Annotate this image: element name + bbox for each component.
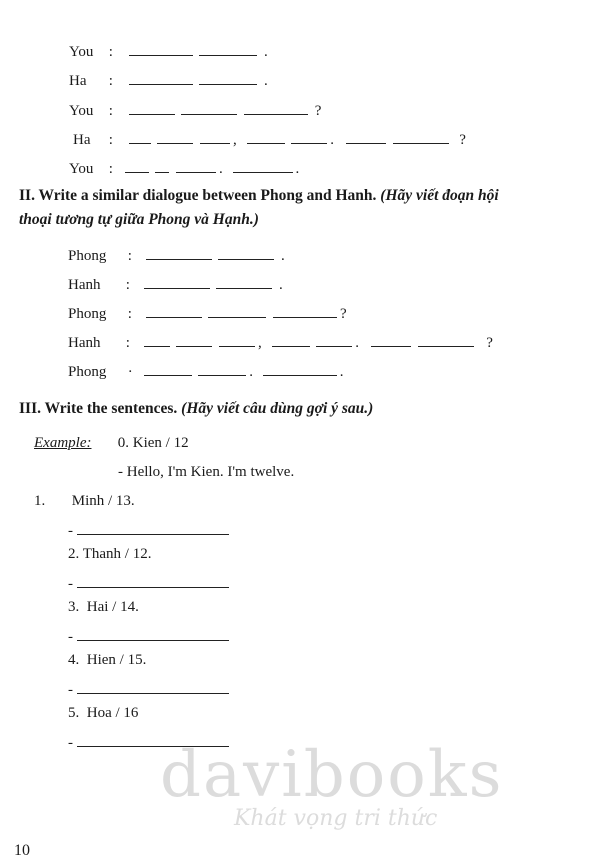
end-punctuation: . [281, 248, 285, 264]
answer-blank[interactable] [218, 245, 274, 260]
dialogue2-line-2 [68, 274, 283, 294]
section-2-instruction-continued: thoại tương tự giữa Phong và Hạnh.) [19, 211, 259, 228]
page-number: 10 [14, 842, 30, 859]
mid-punctuation: . [355, 335, 359, 351]
answer-blank[interactable] [208, 303, 266, 318]
answer-blank[interactable] [263, 361, 337, 376]
answer-blank[interactable] [129, 41, 193, 56]
answer-blank[interactable] [144, 274, 210, 289]
watermark-tagline: Khát vọng tri thức [234, 806, 438, 831]
answer-line[interactable] [77, 679, 229, 694]
exercise-2-answer [68, 573, 229, 593]
answer-blank[interactable] [346, 129, 386, 144]
answer-blank[interactable] [233, 158, 293, 173]
section-2-instruction: (Hãy viết đoạn hội [380, 187, 499, 204]
answer-blank[interactable] [393, 129, 449, 144]
colon: : [127, 248, 132, 264]
speaker-label: You [69, 44, 94, 60]
section-2-title: II. Write a similar dialogue between Phong and Hanh. [19, 187, 377, 204]
answer-dash: - [68, 682, 73, 698]
dialogue2-line-1 [68, 245, 285, 265]
answer-blank[interactable] [146, 303, 202, 318]
dialogue2-line-4 [68, 332, 493, 352]
answer-blank[interactable] [125, 158, 149, 173]
colon: : [108, 103, 113, 119]
exercise-5-prompt: 5. Hoa / 16 [68, 705, 139, 721]
example-label: Example: [34, 435, 92, 451]
mid-punctuation: , [258, 335, 262, 351]
answer-blank[interactable] [129, 100, 175, 115]
section-2-heading-continued [19, 211, 259, 229]
speaker-label: Hanh [68, 335, 101, 351]
answer-blank[interactable] [129, 70, 193, 85]
colon: : [108, 161, 113, 177]
dialogue2-line-3 [68, 303, 347, 323]
speaker-label: You [69, 103, 94, 119]
answer-line[interactable] [77, 573, 229, 588]
end-punctuation: . [264, 44, 268, 60]
exercise-4-prompt: 4. Hien / 15. [68, 652, 147, 668]
answer-blank[interactable] [129, 129, 151, 144]
answer-line[interactable] [77, 520, 229, 535]
dialogue1-line-2 [69, 70, 268, 90]
end-punctuation: ? [486, 335, 493, 351]
exercise-2-prompt: 2. Thanh / 12. [68, 546, 152, 562]
speaker-label: You [69, 161, 94, 177]
answer-dash: - [68, 576, 73, 592]
end-punctuation: ? [314, 103, 322, 119]
mid-punctuation: . [219, 161, 223, 177]
answer-dash: - [68, 629, 73, 645]
answer-blank[interactable] [198, 361, 246, 376]
end-punctuation: . [264, 73, 268, 89]
exercise-3-answer [68, 626, 229, 646]
colon: : [108, 44, 113, 60]
end-punctuation: ? [340, 306, 347, 322]
answer-blank[interactable] [316, 332, 352, 347]
end-punctuation: . [295, 161, 300, 177]
answer-blank[interactable] [144, 332, 170, 347]
answer-blank[interactable] [272, 332, 310, 347]
speaker-label: Phong [68, 364, 107, 380]
end-punctuation: ? [459, 132, 466, 148]
exercise-4-answer [68, 679, 229, 699]
section-3-heading [19, 400, 373, 418]
answer-blank[interactable] [418, 332, 474, 347]
answer-blank[interactable] [273, 303, 337, 318]
speaker-label: Ha [73, 132, 91, 148]
answer-dash: - [68, 735, 73, 751]
example-prompt: 0. Kien / 12 [117, 435, 189, 451]
answer-blank[interactable] [199, 41, 257, 56]
dialogue1-line-4 [73, 129, 466, 149]
colon: : [108, 73, 113, 89]
answer-blank[interactable] [176, 332, 212, 347]
exercise-3-prompt: 3. Hai / 14. [68, 599, 139, 615]
answer-blank[interactable] [200, 129, 230, 144]
answer-line[interactable] [77, 626, 229, 641]
answer-blank[interactable] [199, 70, 257, 85]
watermark-logo: davibooks [160, 738, 504, 812]
exercise-number: 1. [34, 493, 46, 509]
dialogue1-line-3 [69, 100, 321, 120]
mid-punctuation: . [249, 364, 253, 380]
exercise-1-answer [68, 520, 229, 540]
answer-blank[interactable] [371, 332, 411, 347]
answer-blank[interactable] [216, 274, 272, 289]
dialogue1-line-5 [69, 158, 299, 178]
example-row [34, 435, 189, 452]
colon: : [125, 335, 130, 351]
exercise-prompt: Minh / 13. [71, 493, 135, 509]
answer-blank[interactable] [144, 361, 192, 376]
colon: : [125, 277, 130, 293]
mid-punctuation: . [330, 132, 334, 148]
dialogue2-line-5 [68, 361, 344, 381]
mid-punctuation: , [233, 132, 237, 148]
speaker-label: Ha [69, 73, 87, 89]
speaker-label: Phong [68, 248, 107, 264]
end-punctuation: . [279, 277, 283, 293]
answer-blank[interactable] [291, 129, 327, 144]
answer-blank[interactable] [157, 129, 193, 144]
exercise-1-prompt [34, 493, 135, 510]
answer-blank[interactable] [146, 245, 212, 260]
colon: · [127, 364, 133, 380]
speaker-label: Hanh [68, 277, 101, 293]
section-3-instruction: (Hãy viết câu dùng gợi ý sau.) [181, 400, 374, 417]
section-2-heading [19, 187, 499, 205]
section-3-title: III. Write the sentences. [19, 400, 178, 417]
answer-blank[interactable] [219, 332, 255, 347]
answer-blank[interactable] [155, 158, 169, 173]
example-answer: - Hello, I'm Kien. I'm twelve. [118, 464, 295, 480]
colon: : [127, 306, 132, 322]
answer-dash: - [68, 523, 73, 539]
dialogue1-line-1 [69, 41, 268, 61]
end-punctuation: . [339, 364, 344, 380]
answer-blank[interactable] [244, 100, 308, 115]
answer-blank[interactable] [181, 100, 237, 115]
colon: : [108, 132, 113, 148]
speaker-label: Phong [68, 306, 107, 322]
answer-blank[interactable] [247, 129, 285, 144]
answer-blank[interactable] [176, 158, 216, 173]
